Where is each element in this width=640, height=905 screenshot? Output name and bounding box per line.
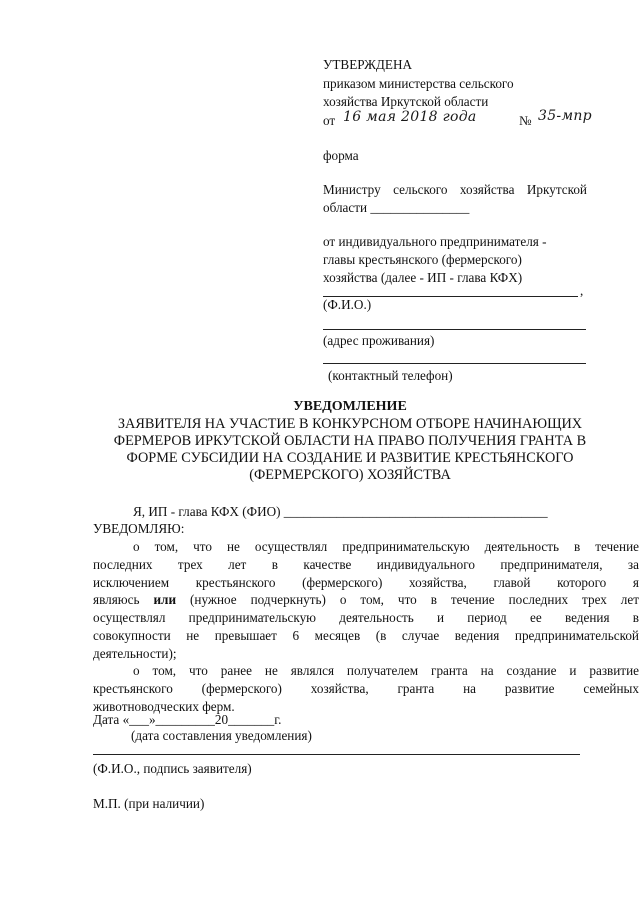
approval-number-handwritten: 35-мпр — [538, 108, 592, 124]
paragraph-2 — [93, 662, 639, 715]
p1-line-6: совокупности не превышает 6 месяцев (в случае ведения предпринимательской — [93, 627, 639, 643]
or-bold: или — [153, 592, 177, 608]
address-label: (адрес проживания) — [323, 333, 435, 348]
address-line — [323, 329, 586, 330]
p2-line-3: животноводческих ферм. — [93, 698, 235, 714]
p1-line-5: осуществлял предпринимательскую деятельность и период ее ведения в — [93, 610, 639, 626]
notice-title: УВЕДОМЛЕНИЕ — [293, 399, 407, 414]
approval-from-label: от — [323, 113, 336, 128]
addressee-line-1 — [323, 182, 587, 198]
p1-line-3: исключением крестьянского (фермерского) хозяйства, главой которого я — [93, 574, 639, 590]
date-line: Дата «___»_________20_______г. — [93, 712, 282, 727]
form-label: форма — [323, 148, 359, 163]
addressee-word-3: хозяйства — [459, 182, 515, 197]
from-line-2: главы крестьянского (фермерского) — [323, 252, 522, 267]
fio-label: (Ф.И.О.) — [323, 297, 372, 312]
signature-line — [93, 754, 580, 755]
p1-line-2: последних трех лет в качестве индивидуального предпринимателя, за — [93, 556, 639, 572]
addressee-line-2: области _______________ — [323, 200, 470, 215]
paragraph-1 — [93, 538, 639, 663]
notify-word: УВЕДОМЛЯЮ: — [93, 521, 185, 536]
date-caption: (дата составления уведомления) — [131, 728, 312, 743]
approval-title: УТВЕРЖДЕНА — [323, 57, 413, 72]
approval-number-label: № — [519, 113, 532, 128]
notice-heading-line-4: (ФЕРМЕРСКОГО) ХОЗЯЙСТВА — [249, 467, 451, 483]
applicant-intro: Я, ИП - глава КФХ (ФИО) ________________________________________ — [133, 504, 548, 519]
addressee-word-1: Министру — [323, 182, 381, 197]
p1-line-7: деятельности); — [93, 645, 177, 661]
approval-date-handwritten: 16 мая 2018 года — [343, 109, 477, 125]
stamp-label: М.П. (при наличии) — [93, 796, 205, 811]
from-line-3: хозяйства (далее - ИП - глава КФХ) — [323, 270, 523, 285]
addressee-word-4: Иркутской — [526, 182, 587, 197]
approval-line-2: хозяйства Иркутской области — [323, 94, 489, 109]
addressee-word-2: сельского — [393, 182, 448, 197]
p1-line-1: о том, что не осуществлял предпринимательскую деятельность в течение — [133, 539, 639, 554]
p2-line-1: о том, что ранее не являлся получателем гранта на создание и развитие — [133, 663, 639, 678]
p1-line-4: являюсь или (нужное подчеркнуть) о том, что в течение последних трех лет — [93, 592, 639, 608]
signature-label: (Ф.И.О., подпись заявителя) — [93, 761, 252, 776]
phone-label: (контактный телефон) — [328, 368, 453, 383]
notice-heading-line-1: ЗАЯВИТЕЛЯ НА УЧАСТИЕ В КОНКУРСНОМ ОТБОРЕ НАЧИНАЮЩИХ — [117, 416, 583, 432]
notice-heading-line-3: ФОРМЕ СУБСИДИИ НА СОЗДАНИЕ И РАЗВИТИЕ КРЕСТЬЯНСКОГО — [126, 450, 574, 466]
phone-line — [323, 363, 586, 364]
fio-comma: , — [580, 283, 584, 298]
from-line-1: от индивидуального предпринимателя - — [323, 234, 547, 249]
approval-line-1: приказом министерства сельского — [323, 76, 514, 91]
p2-line-2: крестьянского (фермерского) хозяйства, гранта на развитие семейных — [93, 680, 639, 696]
notice-heading-line-2: ФЕРМЕРОВ ИРКУТСКОЙ ОБЛАСТИ НА ПРАВО ПОЛУЧЕНИЯ ГРАНТА В — [113, 433, 587, 449]
